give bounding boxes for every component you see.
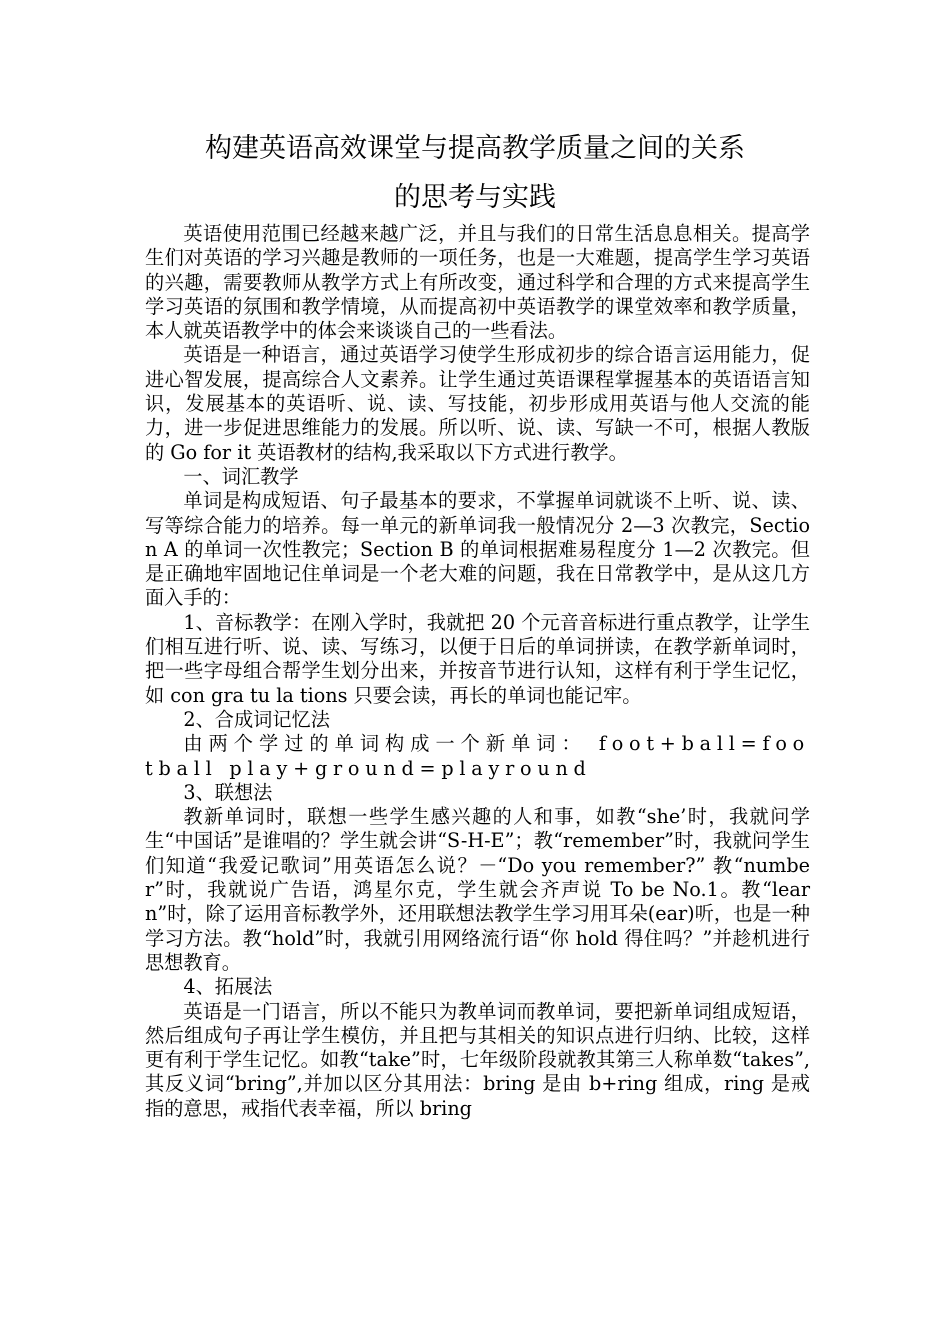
document-title-line-1: 构建英语高效课堂与提高教学质量之间的关系 — [205, 133, 745, 164]
paragraph-language-skills: 英语是一种语言，通过英语学习使学生形成初步的综合语言运用能力，促进心智发展，提高综合人文素养。让学生通过英语课程掌握基本的英语语言知识，发展基本的英语听、说、读、写技能，初步形成用英语与他人交流的能力，进一步促进思维能力的发展。所以听、说、读、写缺一不可，根据人教版的 Go for it 英语教材的结构,我采取以下方式进行教学。 — [145, 343, 810, 464]
document-title-line-2: 的思考与实践 — [394, 182, 556, 213]
paragraph-association: 教新单词时，联想一些学生感兴趣的人和事，如教“she’时，我就问学生“中国话”是谁唱的？学生就会讲“S-H-E”；教“remember”时，我就问学生们知道“我爱记歌词”用英语怎么说？－“Do you remember?” 教“number”时，我就说广告语，鸿星尔克，学生就会齐声说 To be No.1。教“learn”时，除了运用音标教学外，还用联想法教学生学习用耳朵(ear)听，也是一种学习方法。教“hold”时，我就引用网络流行语“你 hold 得住吗？”并趁机进行思想教育。 — [145, 805, 810, 974]
paragraph-vocabulary: 单词是构成短语、句子最基本的要求，不掌握单词就谈不上听、说、读、写等综合能力的培养。每一单元的新单词我一般情况分 2—3 次教完，Section A 的单词一次性教完；Section B 的单词根据难易程度分 1—2 次教完。但是正确地牢固地记住单词是一个老大难的问题，我在日常教学中，是从这几方面入手的： — [145, 489, 810, 610]
subheading-association: 3、联想法 — [183, 780, 273, 804]
paragraph-intro: 英语使用范围已经越来越广泛，并且与我们的日常生活息息相关。提高学生们对英语的学习兴趣是教师的一项任务，也是一大难题，提高学生学习英语的兴趣，需要教师从教学方式上有所改变，通过科学和合理的方式来提高学生学习英语的氛围和教学情境，从而提高初中英语教学的课堂效率和教学质量，本人就英语教学中的体会来谈谈自己的一些看法。 — [145, 222, 810, 343]
document-body — [145, 222, 810, 1121]
subheading-extension: 4、拓展法 — [183, 975, 273, 999]
section-heading-vocabulary: 一、词汇教学 — [183, 464, 299, 488]
paragraph-extension: 英语是一门语言，所以不能只为教单词而教单词，要把新单词组成短语，然后组成句子再让学生模仿，并且把与其相关的知识点进行归纳、比较，这样更有利于学生记忆。如教“take”时，七年级阶段就教其第三人称单数“takes”,其反义词“bring”,并加以区分其用法：bring 是由 b+ring 组成，ring 是戒指的意思，戒指代表幸福，所以 bring — [145, 999, 810, 1120]
paragraph-compound-words: 由两个学过的单词构成一个新单词： foot+ball=football play+ground=playround — [145, 732, 810, 780]
subheading-compound-words: 2、合成词记忆法 — [183, 707, 330, 731]
paragraph-phonetics: 1、音标教学：在刚入学时，我就把 20 个元音音标进行重点教学，让学生们相互进行听、说、读、写练习，以便于日后的单词拼读，在教学新单词时，把一些字母组合帮学生划分出来，并按音节进行认知，这样有利于学生记忆，如 con gra tu la tions 只要会读，再长的单词也能记牢。 — [145, 610, 810, 707]
